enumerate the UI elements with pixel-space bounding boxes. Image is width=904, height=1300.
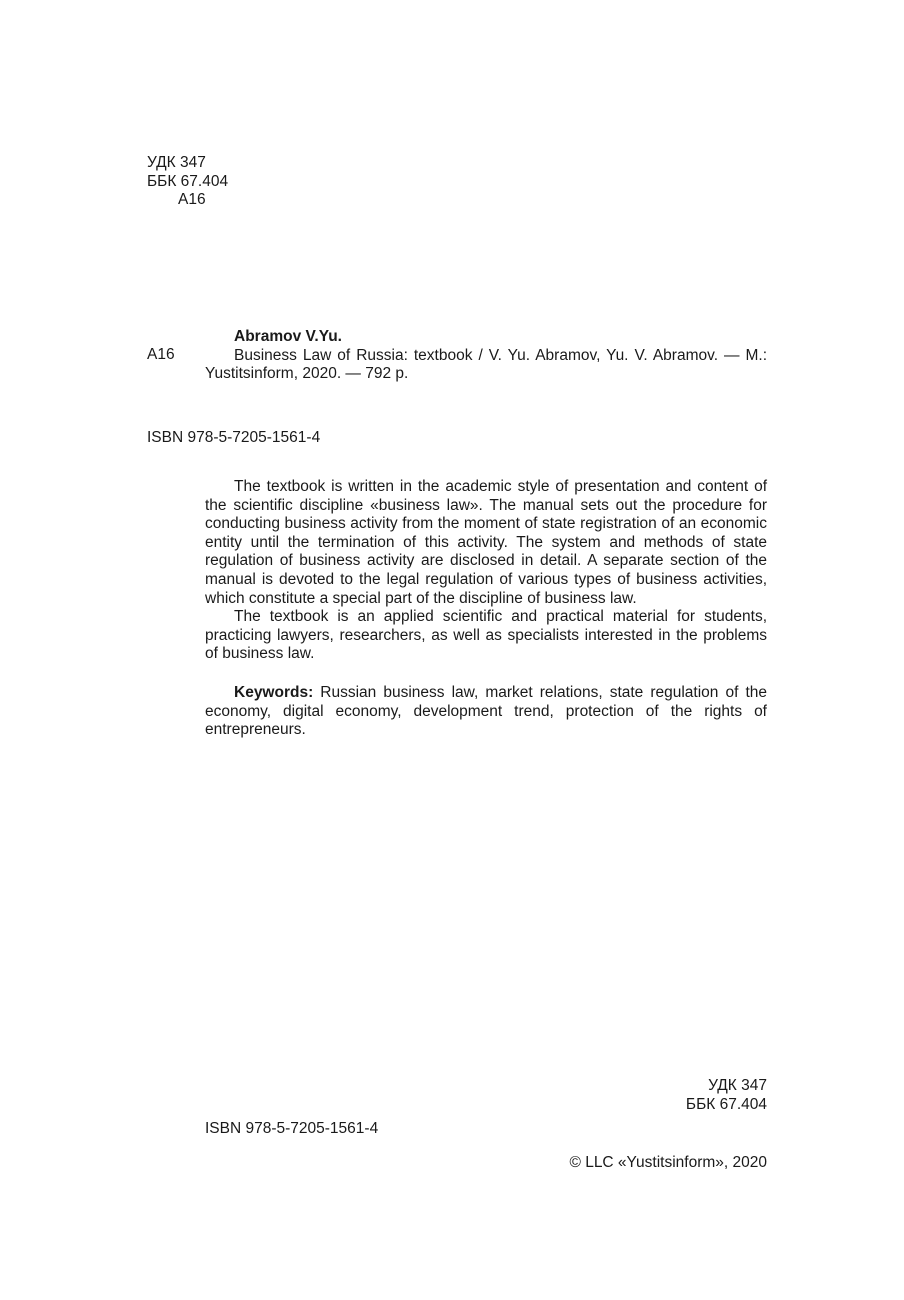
entry-author: Abramov V.Yu. — [234, 328, 342, 345]
bibliographic-entry — [205, 328, 767, 384]
isbn-bottom: ISBN 978-5-7205-1561-4 — [205, 1120, 379, 1137]
abstract — [205, 478, 767, 664]
classification-codes-top — [147, 154, 228, 210]
bbk-code: ББК 67.404 — [147, 172, 229, 190]
cutter-code: А16 — [178, 191, 206, 209]
udk-code: УДК 347 — [147, 154, 206, 171]
classification-codes-bottom — [686, 1077, 767, 1114]
keywords — [205, 684, 767, 740]
bbk-code-bottom: ББК 67.404 — [685, 1095, 767, 1113]
copyright-notice: © LLC «Yustitsinform», 2020 — [569, 1154, 767, 1171]
keywords-text: Russian business law, market relations, state regulation of the economy, digital economy, development trend, protection of the rights of entrepreneurs. — [205, 684, 767, 739]
abstract-paragraph-2: The textbook is an applied scientific and practical material for students, practicing lawyers, researchers, as well as specialists interested in the problems of business law. — [205, 608, 767, 663]
isbn: ISBN 978-5-7205-1561-4 — [147, 429, 321, 446]
udk-code-bottom: УДК 347 — [708, 1077, 767, 1094]
entry-description: Business Law of Russia: textbook / V. Yu. Abramov, Yu. V. Abramov. — M.: Yustitsinform, 2020. — 792 p. — [205, 346, 767, 383]
abstract-paragraph-1: The textbook is written in the academic style of presentation and content of the scientific discipline «business law». The manual sets out the procedure for conducting business activity from the moment of state registration of an economic entity until the termination of this activity. The system and methods of state regulation of business activity are disclosed in detail. A separate section of the manual is devoted to the legal regulation of various types of business activities, which constitute a special part of the discipline of business law. — [205, 478, 767, 607]
keywords-label: Keywords: — [234, 684, 314, 701]
entry-cutter-code: А16 — [147, 346, 175, 363]
